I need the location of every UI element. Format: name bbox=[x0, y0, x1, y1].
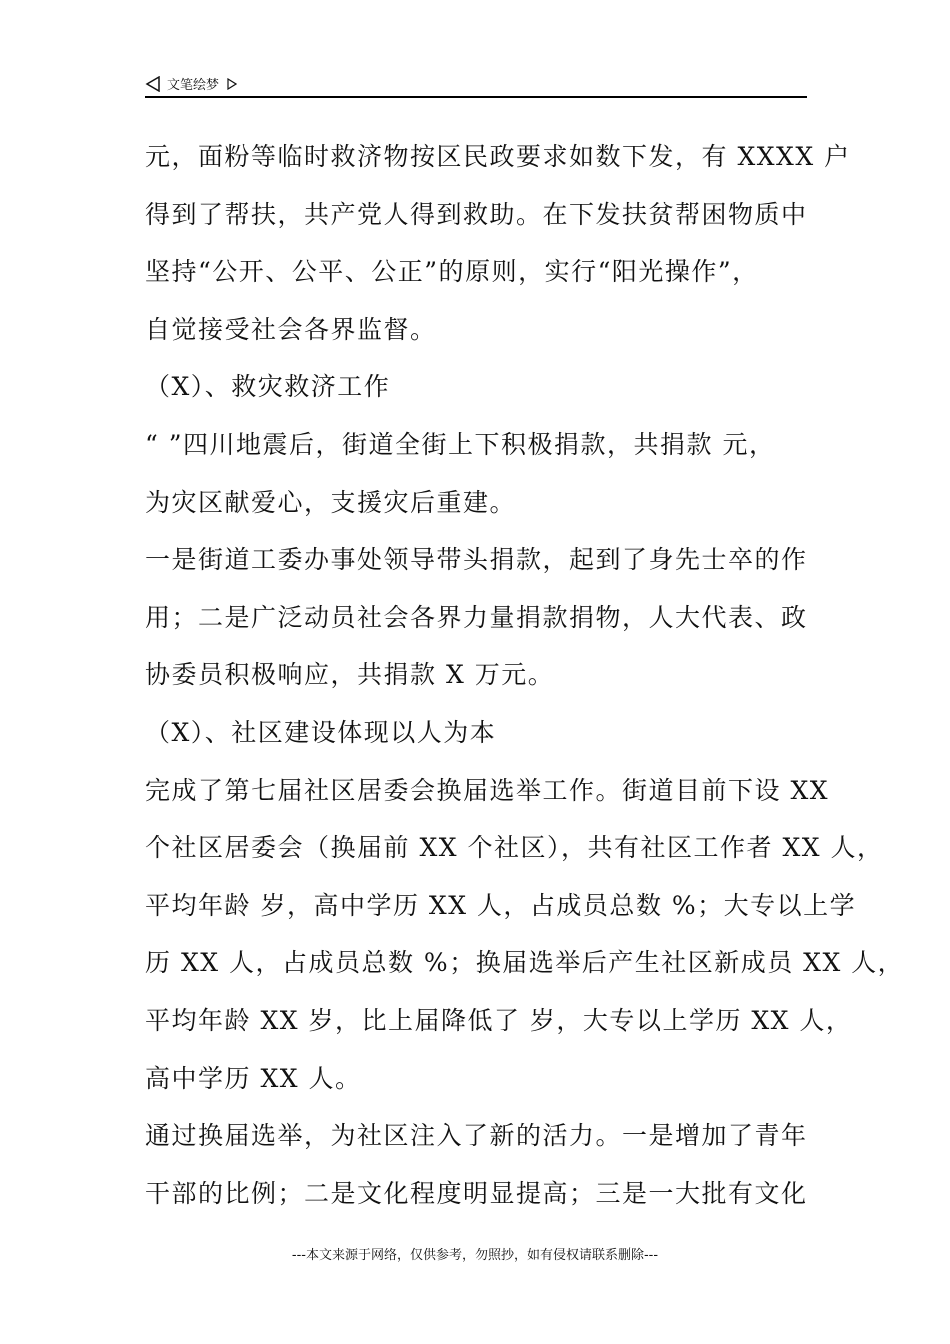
triangle-left-icon bbox=[145, 76, 161, 92]
text-line: 协委员积极响应，共捐款 X 万元。 bbox=[145, 660, 555, 690]
section-heading: （X）、救灾救济工作 bbox=[145, 372, 391, 402]
text-line: 为灾区献爱心，支援灾后重建。 bbox=[145, 487, 517, 517]
text-line: 历 XX 人，占成员总数 %；换届选举后产生社区新成员 XX 人， bbox=[145, 948, 905, 978]
text-line: 平均年龄 XX 岁，比上届降低了 岁，大专以上学历 XX 人， bbox=[145, 1005, 853, 1035]
text-line: 自觉接受社会各界监督。 bbox=[145, 314, 437, 344]
text-line: 个社区居委会（换届前 XX 个社区），共有社区工作者 XX 人， bbox=[145, 833, 884, 863]
text-line: 用；二是广泛动员社会各界力量捐款捐物，人大代表、政 bbox=[145, 602, 808, 632]
page-header bbox=[145, 72, 807, 98]
text-line: 一是街道工委办事处领导带头捐款，起到了身先士卒的作 bbox=[145, 545, 808, 575]
header-brand bbox=[145, 74, 237, 93]
text-line: 坚持“公开、公平、公正”的原则，实行“阳光操作”， bbox=[145, 257, 759, 287]
text-line: 完成了第七届社区居委会换届选举工作。街道目前下设 XX bbox=[145, 775, 830, 805]
text-line: 干部的比例；二是文化程度明显提高；三是一大批有文化 bbox=[145, 1178, 808, 1208]
footer-disclaimer: ---本文来源于网络，仅供参考，勿照抄，如有侵权请联系删除--- bbox=[291, 1248, 659, 1263]
text-line: 高中学历 XX 人。 bbox=[145, 1063, 362, 1093]
text-line: “ ”四川地震后，街道全街上下积极捐款，共捐款 元， bbox=[145, 429, 776, 459]
triangle-right-icon bbox=[227, 78, 237, 90]
text-line: 元，面粉等临时救济物按区民政要求如数下发，有 XXXX 户 bbox=[145, 142, 851, 171]
text-line: 得到了帮扶，共产党人得到救助。在下发扶贫帮困物质中 bbox=[145, 199, 808, 229]
document-body bbox=[145, 128, 905, 1222]
text-line: 平均年龄 岁，高中学历 XX 人，占成员总数 %；大专以上学 bbox=[145, 890, 857, 920]
section-heading: （X）、社区建设体现以人为本 bbox=[145, 717, 497, 747]
text-line: 通过换届选举，为社区注入了新的活力。一是增加了青年 bbox=[145, 1121, 808, 1151]
brand-text: 文笔绘梦 bbox=[167, 78, 220, 93]
